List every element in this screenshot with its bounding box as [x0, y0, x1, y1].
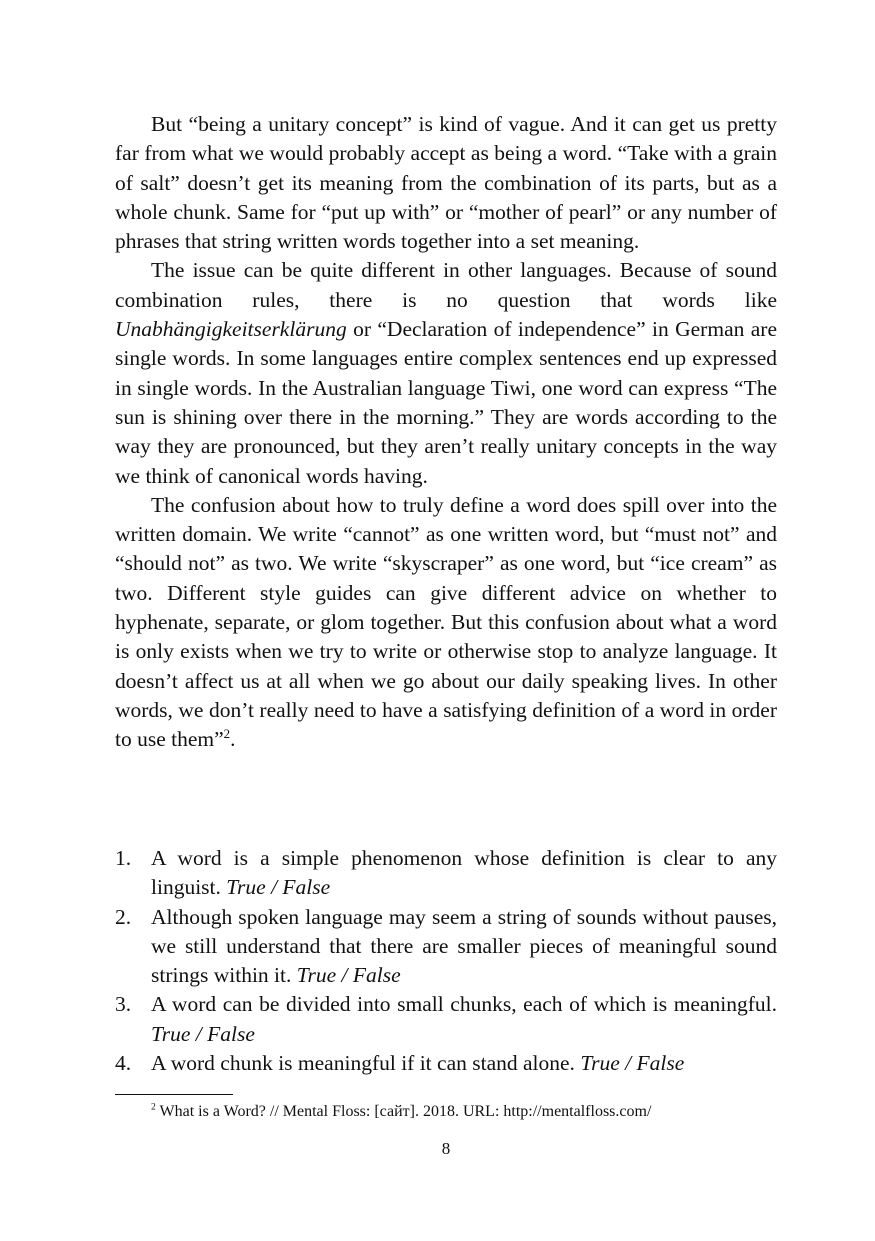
true-false-exercise — [115, 844, 777, 1078]
footnote-text: What is a Word? // Mental Floss: [сайт]. 2018. URL: http://mentalfloss.com/ — [155, 1103, 652, 1120]
page-number: 8 — [441, 1139, 451, 1158]
footnote-marker: 2 — [151, 1101, 156, 1113]
exercise-item-text: A word is a simple phenomenon whose definition is clear to any linguist. — [151, 846, 777, 900]
paragraph-1-text: But “being a unitary concept” is kind of vague. And it can get us pretty far from what we would probably accept as being a word. “Take with a grain of salt” doesn’t get its meaning from the combination of its parts, but as a whole chunk. Same for “put up with” or “mother of pearl” or any number of phrases that string written words together into a set meaning. — [115, 112, 777, 254]
exercise-item — [115, 844, 777, 903]
exercise-item-number: 2. — [115, 904, 132, 929]
paragraph-3 — [115, 491, 777, 755]
footnote-reference[interactable]: 2 — [223, 727, 231, 742]
paragraph-2 — [115, 256, 777, 490]
exercise-item — [115, 1049, 777, 1078]
exercise-item — [115, 990, 777, 1049]
exercise-item-text: A word chunk is meaningful if it can stand alone. — [151, 1051, 581, 1076]
exercise-item — [115, 903, 777, 991]
exercise-item-number: 3. — [115, 992, 132, 1017]
paragraph-3-end-punctuation: . — [230, 727, 236, 752]
paragraph-3-text: The confusion about how to truly define a word does spill over into the written domain. We write “cannot” as one written word, but “must not” and “should not” as two. We write “skyscraper” as one word, but “ice cream” as two. Different style guides can give different advice on whether to hyphenate, separate, or glom together. But this confusion about what a word is only exists when we try to write or otherwise stop to analyze language. It doesn’t affect us at all when we go about our daily speaking lives. In other words, we don’t really need to have a satisfying definition of a word in order to use them” — [115, 492, 777, 752]
true-false-answer: True / False — [151, 1021, 255, 1046]
body-text — [115, 110, 777, 755]
exercise-item-number: 1. — [115, 846, 132, 870]
true-false-answer: True / False — [296, 963, 401, 988]
exercise-item-number: 4. — [115, 1051, 132, 1076]
true-false-answer: True / False — [226, 875, 331, 900]
paragraph-2-text-end: or “Declaration of independence” in German are single words. In some languages entire complex sentences end up expressed in single words. In the Australian language Tiwi, one word can express “The sun is shining over there in the morning.” They are words according to the way they are pronounced, but they aren’t really unitary concepts in the way we think of canonical words having. — [115, 317, 777, 488]
exercise-item-text: A word can be divided into small chunks, each of which is meaningful. — [151, 992, 777, 1017]
footnote — [151, 1102, 791, 1122]
german-word: Unabhängigkeitserklärung — [115, 317, 347, 342]
true-false-answer: True / False — [580, 1051, 685, 1076]
paragraph-2-text-start: The issue can be quite different in other languages. Because of sound combination rules, there is no question that words like — [115, 258, 777, 312]
exercise-item-text: Although spoken language may seem a string of sounds without pauses, we still understand that there are smaller pieces of meaningful sound strings within it. — [151, 904, 777, 988]
paragraph-1 — [115, 110, 777, 256]
footnote-divider — [115, 1094, 233, 1095]
